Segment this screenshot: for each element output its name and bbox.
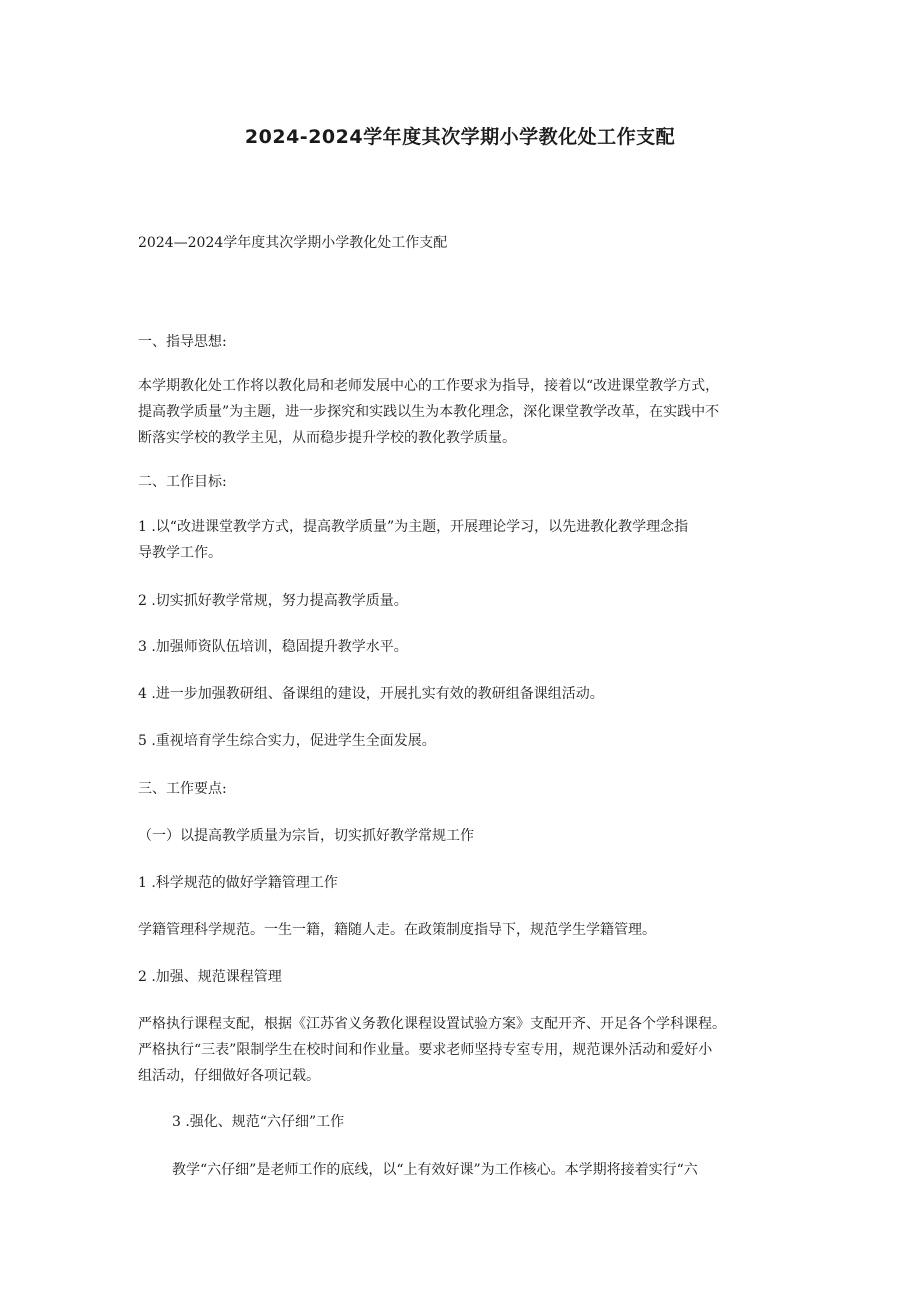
document-subtitle: 2024—2024学年度其次学期小学教化处工作支配 [138,235,448,251]
paragraph-line: 1 .以“改进课堂教学方式，提高教学质量”为主题，开展理论学习，以先进教化教学理念指 [138,519,689,535]
paragraph-line: 提高教学质量”为主题，进一步探究和实践以生为本教化理念，深化课堂教学改革，在实践中不 [138,404,720,420]
section-heading-work-goals: 二、工作目标: [138,474,227,490]
goal-item-2: 2 .切实抓好教学常规，努力提高教学质量。 [138,593,408,609]
section-heading-work-points: 三、工作要点: [138,781,227,797]
item-body-curriculum [138,1011,798,1089]
document-title: 2024-2024学年度其次学期小学教化处工作支配 [244,126,676,148]
item-body-six-carefulness: 教学“六仔细”是老师工作的底线，以“上有效好课”为工作核心。本学期将接着实行“六 [172,1162,698,1178]
item-heading-curriculum: 2 .加强、规范课程管理 [138,969,282,985]
paragraph-line: 严格执行课程支配，根据《江苏省义务教化课程设置试验方案》支配开齐、开足各个学科课程。 [138,1016,726,1032]
item-heading-six-carefulness: 3 .强化、规范“六仔细”工作 [172,1114,345,1130]
paragraph-line: 导教学工作。 [138,545,222,561]
paragraph-line: 严格执行“三表”限制学生在校时间和作业量。要求老师坚持专室专用，规范课外活动和爱好小 [138,1042,713,1058]
goal-item-1 [138,514,798,566]
guiding-ideology-paragraph [138,373,798,451]
paragraph-line: 本学期教化处工作将以教化局和老师发展中心的工作要求为指导，接着以“改进课堂教学方式， [138,378,720,394]
item-body-student-records: 学籍管理科学规范。一生一籍，籍随人走。在政策制度指导下，规范学生学籍管理。 [138,922,656,938]
item-heading-student-records: 1 .科学规范的做好学籍管理工作 [138,875,338,891]
section-heading-guiding-ideology: 一、指导思想: [138,334,227,350]
subsection-heading-teaching-quality: （一）以提高教学质量为宗旨，切实抓好教学常规工作 [138,828,474,844]
goal-item-3: 3 .加强师资队伍培训，稳固提升教学水平。 [138,639,408,655]
paragraph-line: 断落实学校的教学主见，从而稳步提升学校的教化教学质量。 [138,430,516,446]
goal-item-5: 5 .重视培育学生综合实力，促进学生全面发展。 [138,733,436,749]
goal-item-4: 4 .进一步加强教研组、备课组的建设，开展扎实有效的教研组备课组活动。 [138,686,604,702]
paragraph-line: 组活动，仔细做好各项记载。 [138,1068,320,1084]
